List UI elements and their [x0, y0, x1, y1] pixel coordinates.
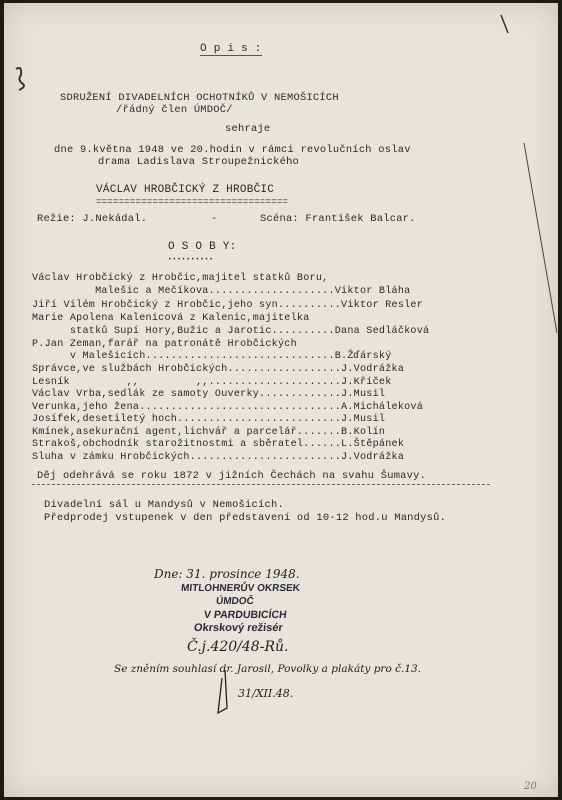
performance-date: dne 9.května 1948 ve 20.hodin v rámci revolučních oslav	[54, 144, 411, 156]
cast-line: statků Supí Hory,Bužic a Jarotic..........Dana Sedláčková	[32, 326, 430, 337]
cast-line: v Malešicích..............................B.Žďárský	[32, 351, 392, 362]
persons-heading: O S O B Y:	[168, 241, 237, 253]
cast-line: P.Jan Zeman,farář na patronátě Hrobčických	[32, 339, 297, 350]
document-heading: O p i s :	[200, 43, 262, 55]
approval-note: Se zněním souhlasí dr. Jarosil, Povolky a plakáty pro č.13.	[114, 663, 422, 675]
credit-separator: -	[211, 213, 218, 225]
cast-line: Správce,ve službách Hrobčických..................J.Vodrážka	[32, 364, 405, 375]
punch-hole-mark	[16, 68, 24, 90]
cast-line: Josífek,desetiletý hoch..........................J.Musil	[32, 414, 386, 425]
cast-line: Václav Hrobčický z Hrobčic,majitel statků Boru,	[32, 273, 329, 284]
cast-line: Václav Vrba,sedlák ze samoty Ouverky.............J.Musil	[32, 389, 386, 400]
scene-credit: Scéna: František Balcar.	[260, 213, 416, 225]
cast-line: Sluha v zámku Hrobčických........................J.Vodrážka	[32, 452, 405, 463]
cast-line: Strakoš,obchodník starožitnostmi a sběratel......L.Štěpánek	[32, 439, 405, 450]
stamp-line: Okrskový režisér	[193, 622, 284, 634]
venue-info: Divadelní sál u Mandysů v Nemošicích.	[44, 499, 284, 511]
title-underline: ==================================	[96, 197, 289, 207]
stamp-line: V PARDUBICÍCH	[203, 609, 288, 621]
corner-pen-mark	[501, 15, 508, 33]
organization-name: SDRUŽENÍ DIVADELNÍCH OCHOTNÍKŮ V NEMOŠICÍCH	[60, 92, 339, 104]
heading-underline	[200, 55, 262, 56]
cast-line: Jiří Vilém Hrobčický z Hrobčic,jeho syn..........Viktor Resler	[32, 300, 424, 311]
persons-dots: ••••••••••	[168, 256, 215, 263]
stamp-line: ÚMDOČ	[215, 596, 255, 607]
performs-verb: sehraje	[225, 123, 271, 135]
cast-line: Marie Apolena Kalenicová z Kalenic,majitelka	[32, 313, 310, 324]
presale-info: Předprodej vstupenek v den představení od 10-12 hod.u Mandysů.	[44, 512, 447, 524]
direction-credit: Režie: J.Nekádal.	[37, 213, 148, 225]
approval-date: 31/XII.48.	[238, 687, 294, 700]
reference-number: Č.j.420/48-Rů.	[187, 639, 289, 655]
fold-line	[524, 143, 557, 333]
cast-line: Lesník ,, ,,.....................J.Kříček	[32, 377, 392, 388]
play-title: VÁCLAV HROBČICKÝ Z HROBČIC	[96, 184, 275, 196]
document-page	[4, 3, 558, 797]
stamp-line: MITLOHNERŮV OKRSEK	[180, 583, 301, 594]
cast-line: Verunka,jeho žena................................A.Micháleková	[32, 402, 424, 413]
cast-line: Malešic a Mečíkova....................Viktor Bláha	[32, 286, 411, 297]
handwritten-date: Dne: 31. prosince 1948.	[154, 567, 300, 581]
page-number: 20	[524, 781, 537, 792]
play-author: drama Ladislava Stroupežnického	[98, 156, 300, 168]
organization-membership: /řádný člen ÚMDOČ/	[116, 104, 233, 116]
cast-line: Kmínek,asekurační agent,lichvář a parcelář.......B.Kolín	[32, 427, 386, 438]
signature-stroke	[218, 670, 227, 713]
setting-note: Děj odehrává se roku 1872 v jižních Čechách na svahu Šumavy.	[37, 470, 427, 482]
section-divider	[32, 484, 490, 485]
